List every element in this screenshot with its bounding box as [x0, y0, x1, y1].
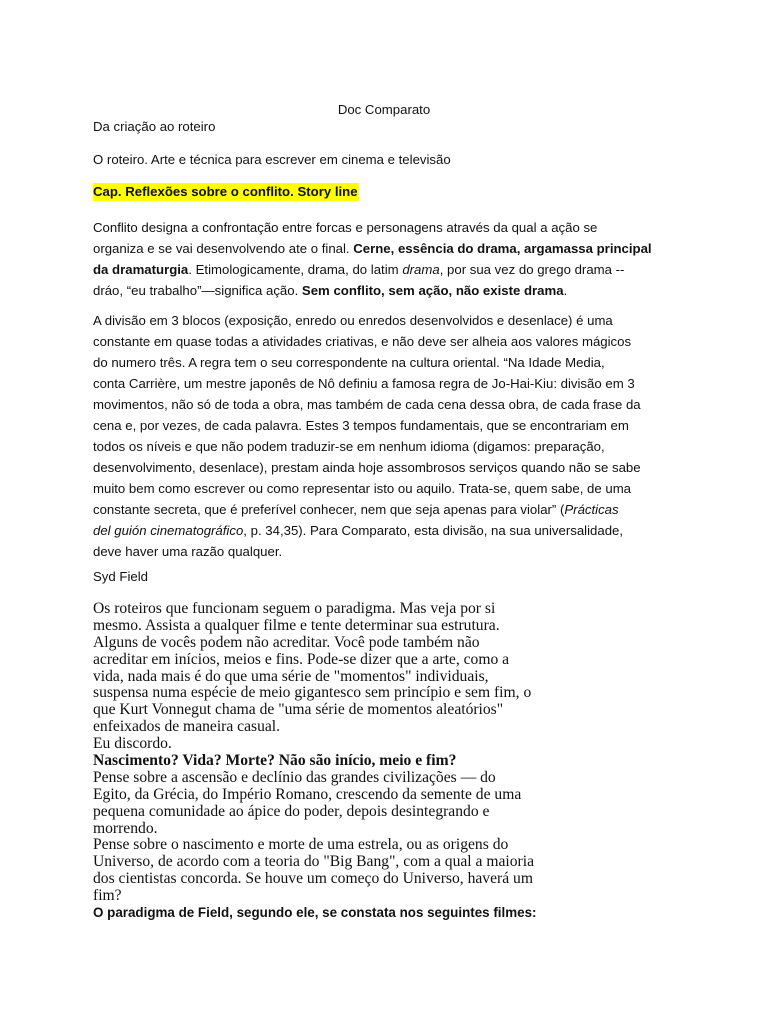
text-line: muito bem como escrever ou como representar isto ou aquilo. Trata-se, quem sabe, de uma — [93, 481, 632, 496]
text-line: todos os níveis e que não podem traduzir-se em nenhum idioma (digamos: preparação, — [93, 439, 605, 454]
quote-syd-field — [93, 601, 537, 922]
text-line: do numero três. A regra tem o seu correspondente na cultura oriental. “Na Idade Media, — [93, 355, 605, 370]
text-line: conta Carrière, um mestre japonês de Nô definiu a famosa regra de Jo-Hai-Kiu: divisão em 3 — [93, 376, 635, 391]
quote-line: dos cientistas concorda. Se houve um começo do Universo, haverá um — [93, 870, 533, 888]
final-line: O paradigma de Field, segundo ele, se constata nos seguintes filmes: — [93, 905, 537, 921]
text-line: desenvolvimento, desenlace), prestam ainda hoje assombrosos serviços quando não se sabe — [93, 460, 641, 475]
quote-line: Pense sobre a ascensão e declínio das grandes civilizações — do — [93, 768, 496, 786]
quote-line: suspensa numa espécie de meio gigantesco sem princípio e sem fim, o — [93, 684, 532, 702]
quote-line: acreditar em inícios, meios e fins. Pode-se dizer que a arte, como a — [93, 650, 510, 668]
text-line: del guión cinematográfico, p. 34,35). Para Comparato, esta divisão, na sua universalidade, — [93, 523, 624, 538]
quote-line: morrendo. — [93, 819, 158, 837]
quote-line: Alguns de vocês podem não acreditar. Você pode também não — [93, 633, 480, 651]
text-line: constante em quase todas a atividades criativas, e não deve ser alheia aos valores mágicos — [93, 334, 632, 349]
highlighted-chapter-title: Cap. Reflexões sobre o conflito. Story line — [93, 184, 358, 199]
paragraph-three-blocks — [93, 310, 641, 562]
quote-line: enfeixados de maneira casual. — [93, 718, 281, 736]
quote-line: Pense sobre o nascimento e morte de uma estrela, ou as origens do — [93, 836, 509, 854]
text-line: deve haver uma razão qualquer. — [93, 544, 283, 559]
paragraph-conflict — [93, 217, 652, 301]
quote-line: Nascimento? Vida? Morte? Não são início, meio e fim? — [93, 752, 457, 770]
text-line: Conflito designa a confrontação entre forcas e personagens através da qual a ação se — [93, 220, 598, 235]
section-heading-syd-field: Syd Field — [93, 569, 148, 584]
text-line: dráo, “eu trabalho”—significa ação. Sem conflito, sem ação, não existe drama. — [93, 283, 568, 298]
quote-line: vida, nada mais é do que uma série de "momentos" individuais, — [93, 667, 489, 685]
quote-line: Universo, de acordo com a teoria do "Big Bang", com a qual a maioria — [93, 853, 534, 871]
text-line: movimentos, não só de toda a obra, mas também de cada cena dessa obra, de cada frase da — [93, 397, 641, 412]
quote-line: pequena comunidade ao ápice do poder, depois desintegrando e — [93, 802, 490, 820]
book-subtitle: O roteiro. Arte e técnica para escrever em cinema e televisão — [93, 152, 451, 167]
quote-line: fim? — [93, 887, 122, 905]
quote-line: Egito, da Grécia, do Império Romano, crescendo da semente de uma — [93, 785, 522, 803]
book-title: Da criação ao roteiro — [93, 119, 216, 134]
quote-line: Os roteiros que funcionam seguem o paradigma. Mas veja por si — [93, 600, 496, 617]
quote-line: mesmo. Assista a qualquer filme e tente determinar sua estrutura. — [93, 616, 500, 634]
chapter-heading — [93, 184, 359, 199]
document-title: Doc Comparato — [337, 102, 431, 118]
text-line: organiza e se vai desenvolvendo ate o final. Cerne, essência do drama, argamassa principal — [93, 241, 652, 256]
text-line: constante secreta, que é preferível conhecer, nem que seja apenas para violar” (Prácticas — [93, 502, 619, 517]
quote-line: que Kurt Vonnegut chama de "uma série de momentos aleatórios" — [93, 701, 504, 719]
text-line: A divisão em 3 blocos (exposição, enredo ou enredos desenvolvidos e desenlace) é uma — [93, 313, 613, 328]
text-line: da dramaturgia. Etimologicamente, drama, do latim drama, por sua vez do grego drama -- — [93, 262, 625, 277]
text-line: cena e, por vezes, de cada palavra. Estes 3 tempos fundamentais, que se encontrariam em — [93, 418, 629, 433]
quote-line: Eu discordo. — [93, 735, 172, 753]
